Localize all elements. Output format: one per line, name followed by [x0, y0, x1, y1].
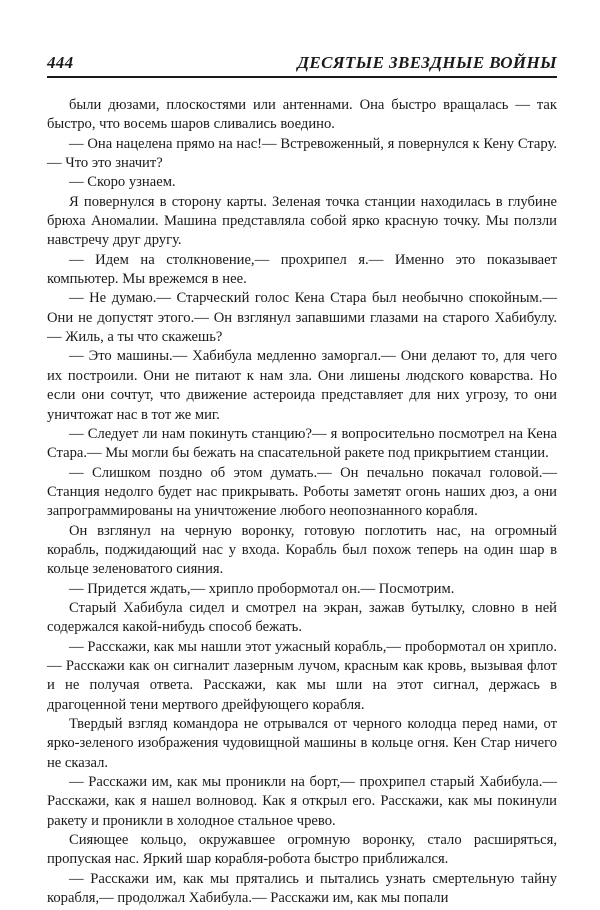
running-title: ДЕСЯТЫЕ ЗВЕЗДНЫЕ ВОЙНЫ — [297, 53, 557, 72]
paragraph: были дюзами, плоскостями или антеннами. Она быстро вращалась — так быстро, что восемь шаров сливались воедино. — [47, 97, 557, 133]
paragraph: — Расскажи им, как мы проникли на борт,— прохрипел старый Хабибула.— Расскажи, как я нашел волновод. Как я открыл его. Расскажи, как мы покинули ракету и проникли в холодное стальное чрево. — [47, 774, 557, 829]
paragraph: — Не думаю.— Старческий голос Кена Стара был необычно спокойным.— Они не допустят этого.— Он взглянул запавшими глазами на старого Хабибулу.— Жиль, а ты что скажешь? — [47, 290, 557, 346]
paragraph: Я повернулся в сторону карты. Зеленая точка станции находилась в глубине брюха Аномалии. Машина представляла собой ярко красную точку. Мы ползли навстречу друг другу. — [47, 193, 557, 249]
text-body — [47, 96, 557, 908]
paragraph: Сияющее кольцо, окружавшее огромную воронку, стало расширяться, пропуская нас. Яркий шар корабля-робота быстро приближался. — [47, 832, 557, 868]
paragraph: Он взглянул на черную воронку, готовую поглотить нас, на огромный корабль, поджидающий нас у входа. Корабль был похож теперь на один шар в кольце зеленоватого сияния. — [47, 522, 557, 578]
paragraph: Твердый взгляд командора не отрывался от черного колодца перед нами, от ярко-зеленого изображения чудовищной машины в кольце огня. Кен Стар ничего не сказал. — [47, 716, 557, 771]
paragraph: — Это машины.— Хабибула медленно заморгал.— Они делают то, для чего их построили. Они не питают к нам зла. Они лишены людского коварства. Но если они сочтут, что движение астероида представляет для них угрозу, то они уничтожат нас в тот же миг. — [47, 348, 557, 423]
paragraph: — Расскажи им, как мы прятались и пытались узнать смертельную тайну корабля,— продолжал Хабибула.— Расскажи им, как мы попали — [47, 870, 557, 907]
paragraph: — Скоро узнаем. — [69, 174, 176, 191]
paragraph: — Расскажи, как мы нашли этот ужасный корабль,— пробормотал он хрипло.— Расскажи как он сигналит лазерным лучом, красным как кровь, вызывая флот и не получая ответа. Расскажи, как мы шли на этот сигнал, держась в драгоценной тени мертвого дрейфующего корабля. — [47, 638, 557, 713]
paragraph: — Следует ли нам покинуть станцию?— я вопросительно посмотрел на Кена Стара.— Мы могли бы бежать на спасательной ракете под прикрытием станции. — [47, 425, 557, 462]
paragraph: — Придется ждать,— хрипло пробормотал он.— Посмотрим. — [69, 580, 455, 597]
paragraph: — Идем на столкновение,— прохрипел я.— Именно это показывает компьютер. Мы врежемся в нее. — [47, 251, 557, 288]
paragraph: — Она нацелена прямо на нас!— Встревоженный, я повернулся к Кену Стару.— Что это значит? — [47, 135, 557, 172]
paragraph: — Слишком поздно об этом думать.— Он печально покачал головой.— Станция недолго будет нас прикрывать. Роботы заметят огонь наших дюз, а они запрограммированы на уничтожение любого неопознанного корабля. — [47, 464, 557, 520]
page-number: 444 — [47, 53, 74, 72]
page-header — [47, 52, 557, 78]
book-page — [47, 0, 557, 910]
paragraph: Старый Хабибула сидел и смотрел на экран, зажав бутылку, словно в ней содержался какой-нибудь способ бежать. — [47, 599, 557, 636]
